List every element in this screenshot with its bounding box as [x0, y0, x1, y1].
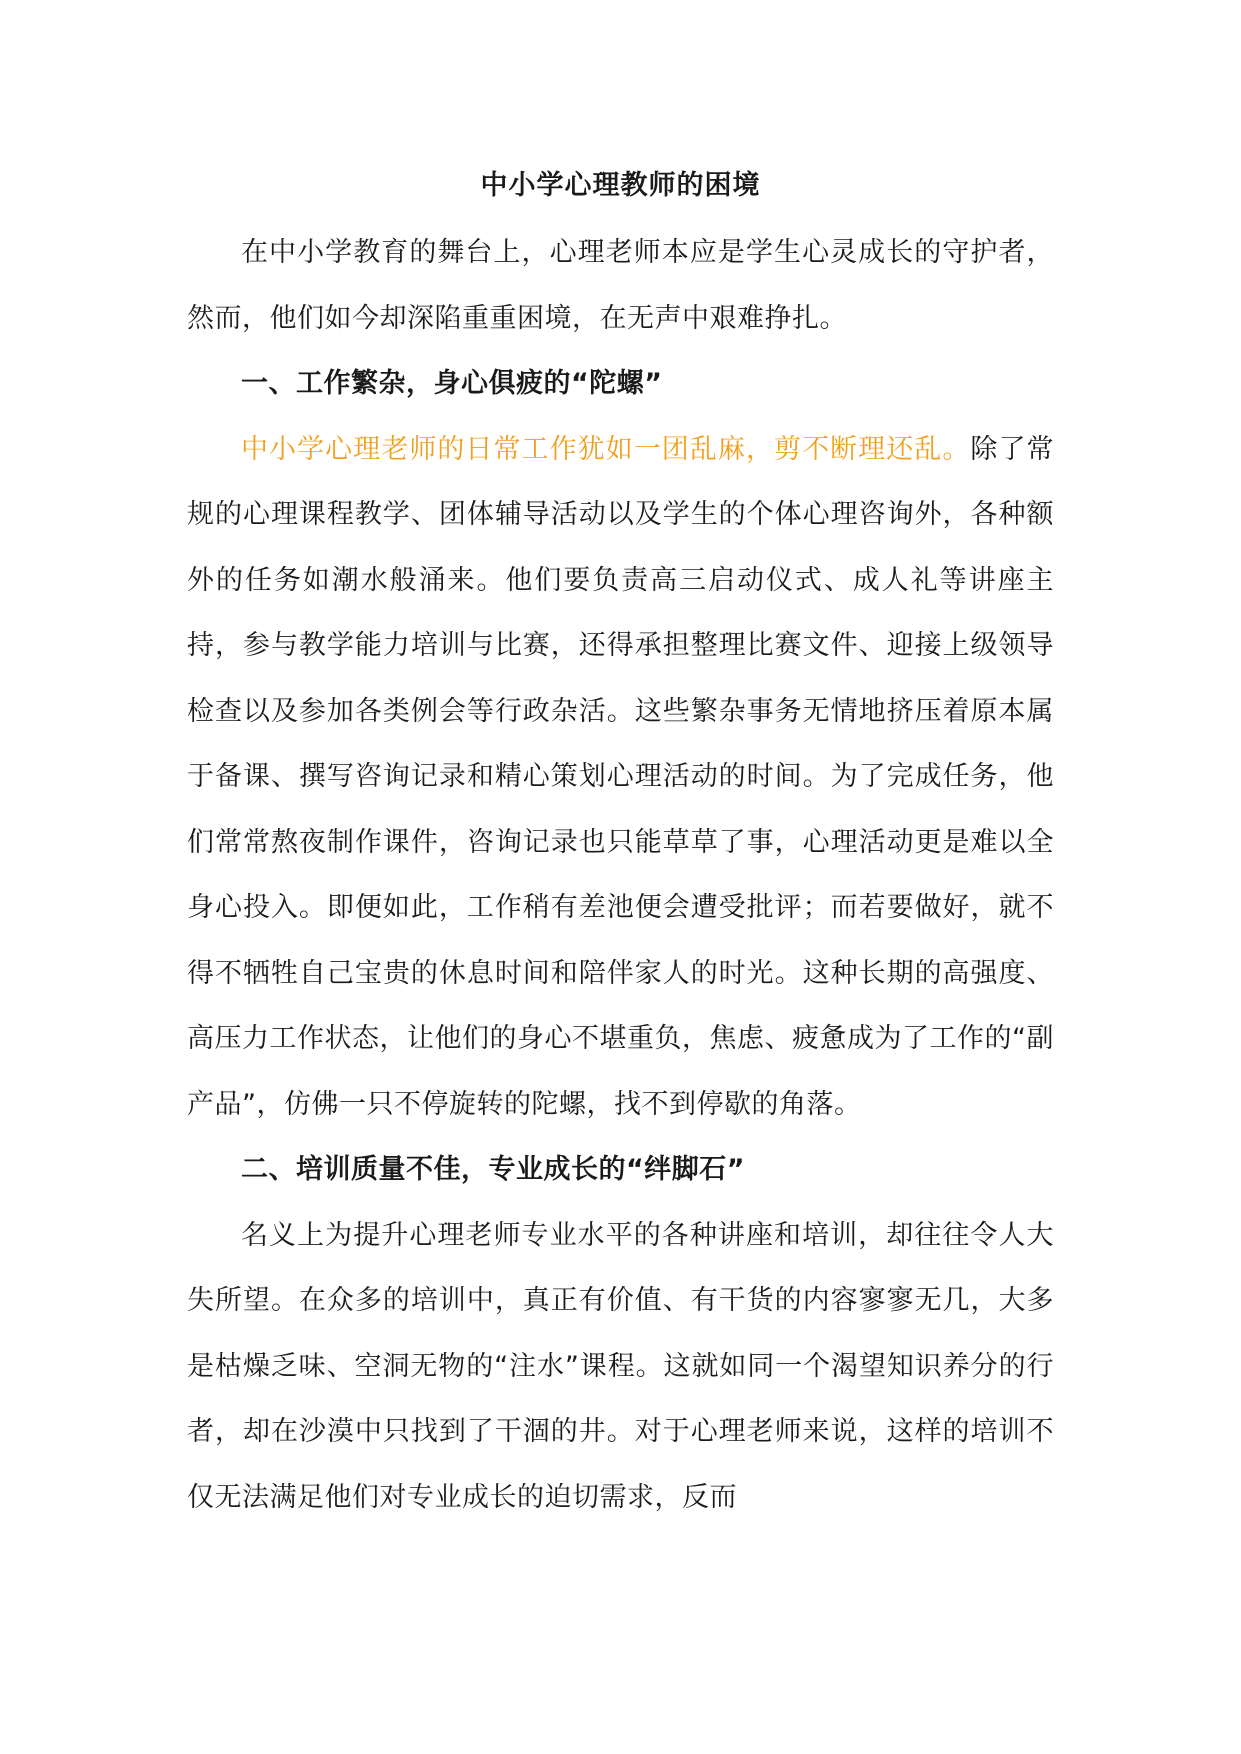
section2-paragraph: 名义上为提升心理老师专业水平的各种讲座和培训，却往往令人大失所望。在众多的培训中，真正有价值、有干货的内容寥寥无几，大多是枯燥乏味、空洞无物的“注水”课程。这就如同一个渴望知识养分的行者，却在沙漠中只找到了干涸的井。对于心理老师来说，这样的培训不仅无法满足他们对专业成长的迫切需求，反而	[187, 1219, 1054, 1513]
section1-highlight: 中小学心理老师的日常工作犹如一团乱麻，剪不断理还乱。	[241, 433, 971, 465]
section2-heading: 二、培训质量不佳，专业成长的“绊脚石”	[241, 1154, 745, 1185]
document-title: 中小学心理教师的困境	[480, 170, 761, 201]
section1-heading: 一、工作繁杂，身心俱疲的“陀螺”	[241, 368, 663, 399]
section1-body: 除了常规的心理课程教学、团体辅导活动以及学生的个体心理咨询外，各种额外的任务如潮水般涌来。他们要负责高三启动仪式、成人礼等讲座主持，参与教学能力培训与比赛，还得承担整理比赛文件、迎接上级领导检查以及参加各类例会等行政杂活。这些繁杂事务无情地挤压着原本属于备课、撰写咨询记录和精心策划心理活动的时间。为了完成任务，他们常常熬夜制作课件，咨询记录也只能草草了事，心理活动更是难以全身心投入。即便如此，工作稍有差池便会遭受批评；而若要做好，就不得不牺牲自己宝贵的休息时间和陪伴家人的时光。这种长期的高强度、高压力工作状态，让他们的身心不堪重负，焦虑、疲惫成为了工作的“副产品”，仿佛一只不停旋转的陀螺，找不到停歇的角落。	[187, 433, 1055, 1120]
document-page	[187, 160, 1054, 1530]
intro-paragraph: 在中小学教育的舞台上，心理老师本应是学生心灵成长的守护者，然而，他们如今却深陷重重困境，在无声中艰难挣扎。	[187, 237, 1054, 334]
section1-paragraph	[187, 417, 1054, 1138]
